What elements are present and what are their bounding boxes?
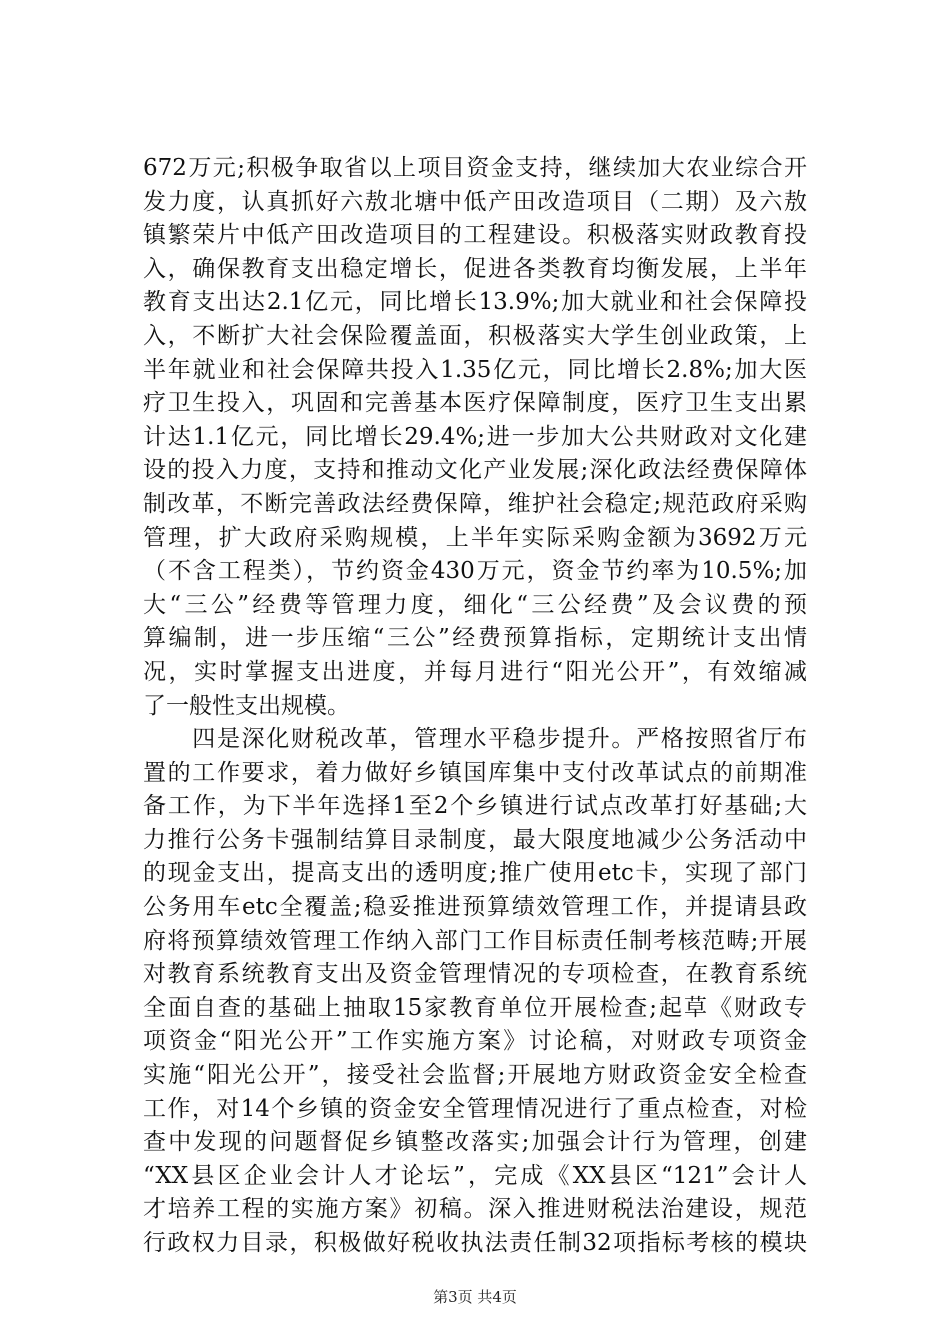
text-line: 力推行公务卡强制结算目录制度，最大限度地减少公务活动中 <box>143 826 807 853</box>
text-line: 发力度，认真抓好六敖北塘中低产田改造项目（二期）及六敖 <box>143 188 807 215</box>
text-line: 计达1.1亿元，同比增长29.4%;进一步加大公共财政对文化建 <box>143 423 807 450</box>
text-line: 镇繁荣片中低产田改造项目的工程建设。积极落实财政教育投 <box>143 222 807 249</box>
text-line: 制改革，不断完善政法经费保障，维护社会稳定;规范政府采购 <box>143 490 807 517</box>
body-text <box>143 152 807 1261</box>
text-line: 对教育系统教育支出及资金管理情况的专项检查，在教育系统 <box>143 961 807 988</box>
text-line: “XX县区企业会计人才论坛”，完成《XX县区“121”会计人 <box>143 1162 807 1189</box>
text-line: 备工作，为下半年选择1至2个乡镇进行试点改革打好基础;大 <box>143 793 807 820</box>
text-line: 设的投入力度，支持和推动文化产业发展;深化政法经费保障体 <box>143 457 807 484</box>
text-line: 公务用车etc全覆盖;稳妥推进预算绩效管理工作，并提请县政 <box>143 894 807 921</box>
text-line: 实施“阳光公开”，接受社会监督;开展地方财政资金安全检查 <box>143 1062 807 1089</box>
text-line: 工作，对14个乡镇的资金安全管理情况进行了重点检查，对检 <box>143 1095 807 1122</box>
text-line: 行政权力目录，积极做好税收执法责任制32项指标考核的模块 <box>143 1230 807 1256</box>
text-line: 才培养工程的实施方案》初稿。深入推进财税法治建设，规范 <box>143 1196 807 1223</box>
page-footer: 第3页 共4页 <box>433 1288 517 1306</box>
text-line: 了一般性支出规模。 <box>143 692 350 719</box>
text-line: 算编制，进一步压缩“三公”经费预算指标，定期统计支出情 <box>143 625 807 652</box>
text-line: 况，实时掌握支出进度，并每月进行“阳光公开”，有效缩减 <box>143 658 807 685</box>
text-line: 疗卫生投入，巩固和完善基本医疗保障制度，医疗卫生支出累 <box>143 390 807 417</box>
text-line: 项资金“阳光公开”工作实施方案》讨论稿，对财政专项资金 <box>143 1028 807 1055</box>
text-line: 入，不断扩大社会保险覆盖面，积极落实大学生创业政策，上 <box>143 322 807 349</box>
text-line: 查中发现的问题督促乡镇整改落实;加强会计行为管理，创建 <box>143 1129 807 1156</box>
text-line: 全面自查的基础上抽取15家教育单位开展检查;起草《财政专 <box>143 994 807 1021</box>
text-line: 置的工作要求，着力做好乡镇国库集中支付改革试点的前期准 <box>143 759 807 786</box>
text-line: 大“三公”经费等管理力度，细化“三公经费”及会议费的预 <box>143 591 807 618</box>
text-line: 管理，扩大政府采购规模，上半年实际采购金额为3692万元 <box>143 524 807 551</box>
text-line: 的现金支出，提高支出的透明度;推广使用etc卡，实现了部门 <box>143 860 807 887</box>
text-line: 半年就业和社会保障共投入1.35亿元，同比增长2.8%;加大医 <box>143 356 807 383</box>
text-line: 府将预算绩效管理工作纳入部门工作目标责任制考核范畴;开展 <box>143 927 807 954</box>
text-line: （不含工程类），节约资金430万元，资金节约率为10.5%;加 <box>143 558 807 585</box>
text-line: 教育支出达2.1亿元，同比增长13.9%;加大就业和社会保障投 <box>143 289 807 316</box>
paragraph <box>143 723 807 1261</box>
paragraph <box>143 152 807 723</box>
text-line: 672万元;积极争取省以上项目资金支持，继续加大农业综合开 <box>143 155 807 181</box>
text-line: 四是深化财税改革，管理水平稳步提升。严格按照省厅布 <box>143 726 807 753</box>
text-line: 入，确保教育支出稳定增长，促进各类教育均衡发展，上半年 <box>143 255 807 282</box>
